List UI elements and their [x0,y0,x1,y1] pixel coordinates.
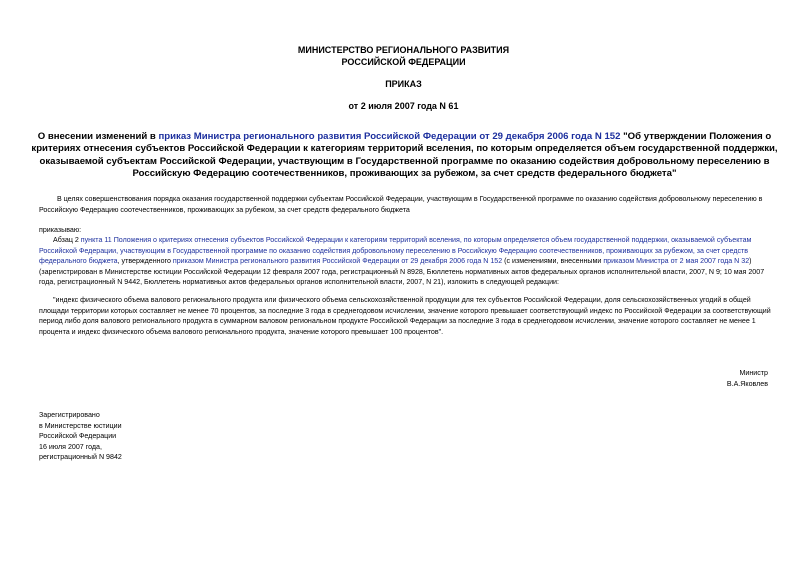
title-rest: "Об утверждении Положения о критериях отнесения субъектов Российской Федерации к категориям территорий вселения, по которым определяется объем государственной поддержки, оказываемой субъектам Российской Федерации, участвующим в Государственной программе по оказанию содействия добровольному переселению в Российскую Федерацию соотечественников, проживающих за рубежом, за счет средств федерального бюджета" [31,131,778,179]
signer-name: В.А.Яковлев [726,379,768,388]
registration-line-2: в Министерстве юстиции [39,421,122,430]
signer-position: Министр [739,369,768,377]
registration-line-1: Зарегистрировано [39,411,100,419]
title-prefix: О внесении изменений в [37,131,159,142]
registration-line-4: 16 июля 2007 года, [39,442,102,451]
ministry-line-2: РОССИЙСКОЙ ФЕДЕРАЦИИ [341,57,466,67]
amendment-end: ) (зарегистрирован в Министерстве юстиции Российской Федерации 12 февраля 2007 года, регистрационный N 8928, Бюллетень нормативных актов федеральных органов исполнительной власти, 2007, N 9; 10 мая 2007 года, регистрационный N 9442, Бюллетень нормативных актов федеральных органов исполнительной власти, 2007, N 21), изложить в следующей редакции: [39,257,765,287]
link-order-32[interactable]: приказом Министра от 2 мая 2007 года N 32 [603,257,750,266]
quoted-text-paragraph: "индекс физического объема валового регионального продукта или физического объема сельскохозяйственной продукции для тех субъектов Российской Федерации, доля сельскохозяйственных угодий в общей площади территории которых составляет не менее 70 процентов, за последние 3 года в среднегодовом исчислении, значение которого превышает соответствующий индекс по Российской Федерации за соответствующий период либо доля валового регионального продукта в суммарном валовом региональном продукте Российской Федерации за последние 3 года в среднегодовом исчислении, значение которого составляет не менее 1 процента и индекс физического объема валового регионального продукта, значение которого превышает 100 процентов". [39,296,771,336]
amendment-paragraph [39,235,774,288]
title-link-order-152[interactable]: приказ Министра регионального развития Российской Федерации от 29 декабря 2006 года N 152 [158,131,621,142]
amendment-mid-2: (с изменениями, внесенными [502,257,604,266]
preamble-paragraph: В целях совершенствования порядка оказания государственной поддержки субъектам Российской Федерации, участвующим в Государственной программе по оказанию содействия добровольному переселению в Российскую Федерацию соотечественников, проживающих за рубежом, за счет средств федерального бюджета [39,195,763,214]
amendment-start: Абзац 2 [53,236,81,244]
ministry-header [0,44,807,68]
document-title [26,131,783,180]
link-clause-11[interactable]: пункта 11 Положения о критериях отнесения субъектов Российской Федерации к категориям территорий вселения, по которым определяется объем государственной поддержки, оказываемой субъектам Российской Федерации, участвующим в Государственной программе по оказанию содействия добровольному переселению в Российскую Федерацию соотечественников, проживающих за рубежом, за счет средств федерального бюджета [39,236,752,266]
order-word: приказываю: [39,226,82,234]
registration-line-3: Российской Федерации [39,432,117,441]
link-order-152[interactable]: приказом Министра регионального развития Российской Федерации от 29 декабря 2006 года N 152 [172,257,503,266]
amendment-mid-1: , утвержденного [117,257,173,266]
ministry-line-1: МИНИСТЕРСТВО РЕГИОНАЛЬНОГО РАЗВИТИЯ [297,45,510,55]
registration-block [39,410,122,463]
document-type: ПРИКАЗ [385,79,422,89]
document-date: от 2 июля 2007 года N 61 [348,101,459,111]
signature-block [727,368,768,389]
registration-line-5: регистрационный N 9842 [39,453,122,462]
